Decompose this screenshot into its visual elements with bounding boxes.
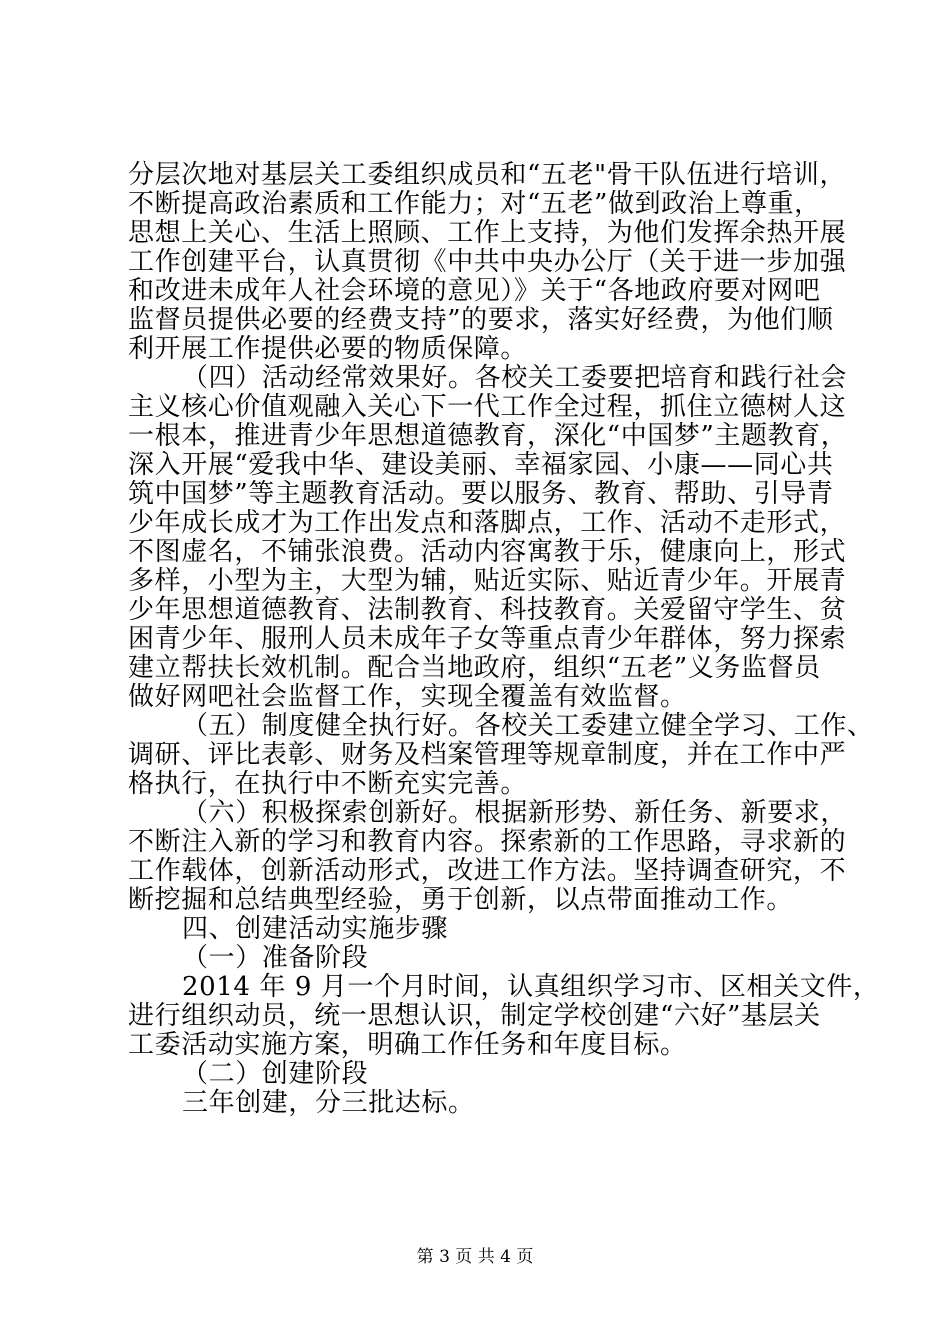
paragraph-heading: （四）活动经常效果好。各校关工委要把培育和践行社会 [182,363,848,393]
text-line: 格执行，在执行中不断充实完善。 [128,769,528,799]
text-line: 调研、评比表彰、财务及档案管理等规章制度，并在工作中严 [128,740,847,770]
text-line: 不图虚名，不铺张浪费。活动内容寓教于乐，健康向上，形式 [128,537,847,567]
text-line: 一根本，推进青少年思想道德教育，深化“中国梦”主题教育， [128,421,848,451]
text-line: 建立帮扶长效机制。配合当地政府，组织“五老”义务监督员 [128,653,821,683]
page-footer: 第 3 页 共 4 页 [416,1247,534,1267]
text-line: 深入开展“爱我中华、建设美丽、幸福家园、小康——同心共 [128,450,834,480]
paragraph-heading: （六）积极探索创新好。根据新形势、新任务、新要求， [182,798,848,828]
text-line: 少年思想道德教育、法制教育、科技教育。关爱留守学生、贫 [128,595,847,625]
text-line: 主义核心价值观融入关心下一代工作全过程，抓住立德树人这 [128,392,847,422]
text-line: 困青少年、服刑人员未成年子女等重点青少年群体，努力探索 [128,624,847,654]
text-line: 做好网吧社会监督工作，实现全覆盖有效监督。 [128,682,687,712]
subsection-heading: （一）准备阶段 [182,943,369,973]
text-line: 多样，小型为主，大型为辅，贴近实际、贴近青少年。开展青 [128,566,847,596]
text-line: 和改进未成年人社会环境的意见）》关于“各地政府要对网吧 [128,276,821,306]
section-heading: 四、创建活动实施步骤 [182,914,449,944]
text-line: 工作载体，创新活动形式，改进工作方法。坚持调查研究，不 [128,856,847,886]
text-line: 工委活动实施方案，明确工作任务和年度目标。 [128,1030,687,1060]
text-line: 进行组织动员，统一思想认识，制定学校创建“六好”基层关 [128,1001,821,1031]
text-line: 监督员提供必要的经费支持”的要求，落实好经费，为他们顺 [128,305,834,335]
text-line: 利开展工作提供必要的物质保障。 [128,334,528,364]
paragraph-start: 三年创建，分三批达标。 [182,1088,475,1118]
subsection-heading: （二）创建阶段 [182,1059,369,1089]
text-line: 不断提高政治素质和工作能力；对“五老”做到政治上尊重， [128,189,821,219]
text-line: 断挖掘和总结典型经验，勇于创新，以点带面推动工作。 [128,885,794,915]
text-line: 筑中国梦”等主题教育活动。要以服务、教育、帮助、引导青 [128,479,834,509]
text-line: 思想上关心、生活上照顾、工作上支持，为他们发挥余热开展 [128,218,847,248]
paragraph-start: 2014 年 9 月一个月时间，认真组织学习市、区相关文件， [182,972,880,1002]
text-line: 分层次地对基层关工委组织成员和“五老"骨干队伍进行培训， [128,160,847,190]
paragraph-heading: （五）制度健全执行好。各校关工委建立健全学习、工作、 [182,711,874,741]
text-line: 少年成长成才为工作出发点和落脚点，工作、活动不走形式， [128,508,847,538]
text-line: 不断注入新的学习和教育内容。探索新的工作思路，寻求新的 [128,827,847,857]
text-line: 工作创建平台，认真贯彻《中共中央办公厅（关于进一步加强 [128,247,847,277]
